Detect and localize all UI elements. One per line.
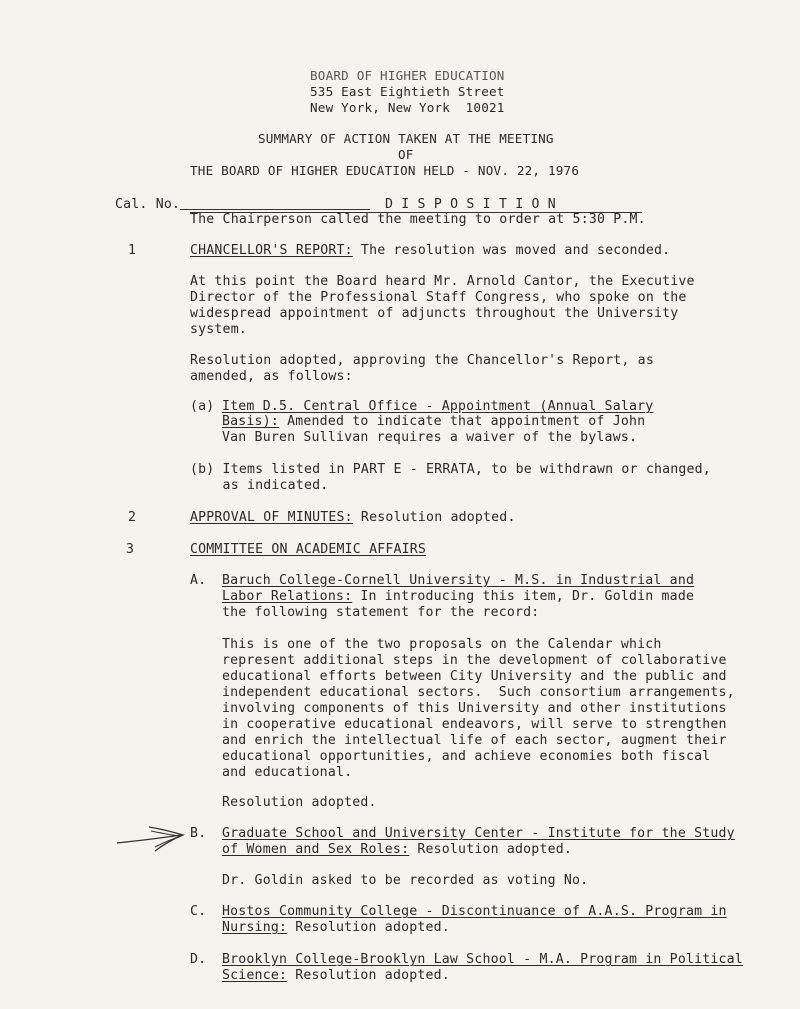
item3-B-rest: Resolution adopted. bbox=[409, 842, 573, 857]
item-number: 2 bbox=[128, 510, 137, 525]
item3-B-label: B. bbox=[190, 826, 207, 841]
cal-no-header: Cal. No. bbox=[115, 197, 181, 212]
title-line3: THE BOARD OF HIGHER EDUCATION HELD - NOV. 22, 1976 bbox=[190, 163, 580, 178]
item1-para1-line: widespread appointment of adjuncts throughout the University bbox=[190, 306, 679, 321]
item1-heading-line bbox=[190, 243, 670, 258]
handwritten-arrow-icon bbox=[115, 819, 187, 859]
item3-D-title: Brooklyn College-Brooklyn Law School - M.A. Program in Political bbox=[222, 952, 743, 967]
item3-heading: COMMITTEE ON ACADEMIC AFFAIRS bbox=[190, 542, 427, 557]
statement-line: in cooperative educational endeavors, will serve to strengthen bbox=[222, 717, 727, 732]
item-number: 3 bbox=[126, 542, 135, 557]
item3-A-line2 bbox=[222, 589, 694, 604]
statement-line: represent additional steps in the development of collaborative bbox=[222, 653, 727, 668]
statement-line: independent educational sectors. Such consortium arrangements, bbox=[222, 685, 735, 700]
item-number: 1 bbox=[128, 243, 137, 258]
statement-line: educational opportunities, and achieve economies both fiscal bbox=[222, 749, 711, 764]
statement-line: and educational. bbox=[222, 765, 353, 780]
title-line1: SUMMARY OF ACTION TAKEN AT THE MEETING bbox=[258, 131, 554, 146]
item1-b-line1: (b) Items listed in PART E - ERRATA, to be withdrawn or changed, bbox=[190, 462, 711, 477]
letterhead-org: BOARD OF HIGHER EDUCATION bbox=[310, 68, 505, 83]
item3-A-result: Resolution adopted. bbox=[222, 795, 377, 810]
item3-B-title-end: of Women and Sex Roles: bbox=[222, 842, 410, 857]
item3-A-label: A. bbox=[190, 573, 207, 588]
item1-a-label: (a) bbox=[190, 399, 215, 414]
opening-line: The Chairperson called the meeting to order at 5:30 P.M. bbox=[190, 212, 646, 227]
item1-a-title-end: Basis): bbox=[222, 414, 279, 429]
letterhead-street: 535 East Eightieth Street bbox=[310, 84, 505, 99]
item2-line bbox=[190, 510, 516, 525]
letterhead-city: New York, New York 10021 bbox=[310, 100, 505, 115]
item1-a-rest: Amended to indicate that appointment of John bbox=[278, 414, 646, 429]
item3-D-rest: Resolution adopted. bbox=[287, 968, 450, 983]
disposition-header: D I S P O S I T I O N bbox=[385, 197, 556, 212]
item3-A-title: Baruch College-Cornell University - M.S. in Industrial and bbox=[222, 573, 695, 588]
item3-B-note: Dr. Goldin asked to be recorded as voting No. bbox=[222, 873, 589, 888]
item1-para2-line: Resolution adopted, approving the Chancellor's Report, as bbox=[190, 353, 654, 368]
item1-a-line3: Van Buren Sullivan requires a waiver of the bylaws. bbox=[222, 430, 638, 445]
statement-line: This is one of the two proposals on the Calendar which bbox=[222, 637, 662, 652]
item3-C-line2 bbox=[222, 920, 450, 935]
item1-a-line2 bbox=[222, 414, 645, 429]
item3-A-line3: the following statement for the record: bbox=[222, 605, 540, 620]
item3-D-line2 bbox=[222, 968, 450, 983]
item1-heading-text: The resolution was moved and seconded. bbox=[352, 243, 671, 258]
statement-line: and enrich the intellectual life of each sector, augment their bbox=[222, 733, 727, 748]
item1-para1-line: At this point the Board heard Mr. Arnold Cantor, the Executive bbox=[190, 274, 695, 289]
item3-B-title: Graduate School and University Center - Institute for the Study bbox=[222, 826, 735, 841]
item1-heading: CHANCELLOR'S REPORT: bbox=[190, 243, 353, 258]
item3-C-label: C. bbox=[190, 904, 207, 919]
item2-heading: APPROVAL OF MINUTES: bbox=[190, 510, 353, 525]
item1-a-title: Item D.5. Central Office - Appointment (Annual Salary bbox=[222, 399, 654, 414]
item3-D-label: D. bbox=[190, 952, 207, 967]
item3-B-line2 bbox=[222, 842, 572, 857]
item1-para2-line: amended, as follows: bbox=[190, 369, 353, 384]
item2-text: Resolution adopted. bbox=[352, 510, 516, 525]
item3-C-title: Hostos Community College - Discontinuance of A.A.S. Program in bbox=[222, 904, 727, 919]
item3-D-title-end: Science: bbox=[222, 968, 288, 983]
header-rule-left bbox=[180, 209, 370, 210]
item3-C-rest: Resolution adopted. bbox=[287, 920, 450, 935]
item3-C-title-end: Nursing: bbox=[222, 920, 288, 935]
item1-para1-line: Director of the Professional Staff Congress, who spoke on the bbox=[190, 290, 687, 305]
title-line2: OF bbox=[398, 147, 414, 162]
item1-b-line2: as indicated. bbox=[190, 478, 329, 493]
item3-A-title-end: Labor Relations: bbox=[222, 589, 353, 604]
item1-para1-line: system. bbox=[190, 322, 247, 337]
statement-line: educational efforts between City University and the public and bbox=[222, 669, 727, 684]
item3-A-rest: In introducing this item, Dr. Goldin made bbox=[352, 589, 695, 604]
statement-line: involving components of this University and other institutions bbox=[222, 701, 727, 716]
